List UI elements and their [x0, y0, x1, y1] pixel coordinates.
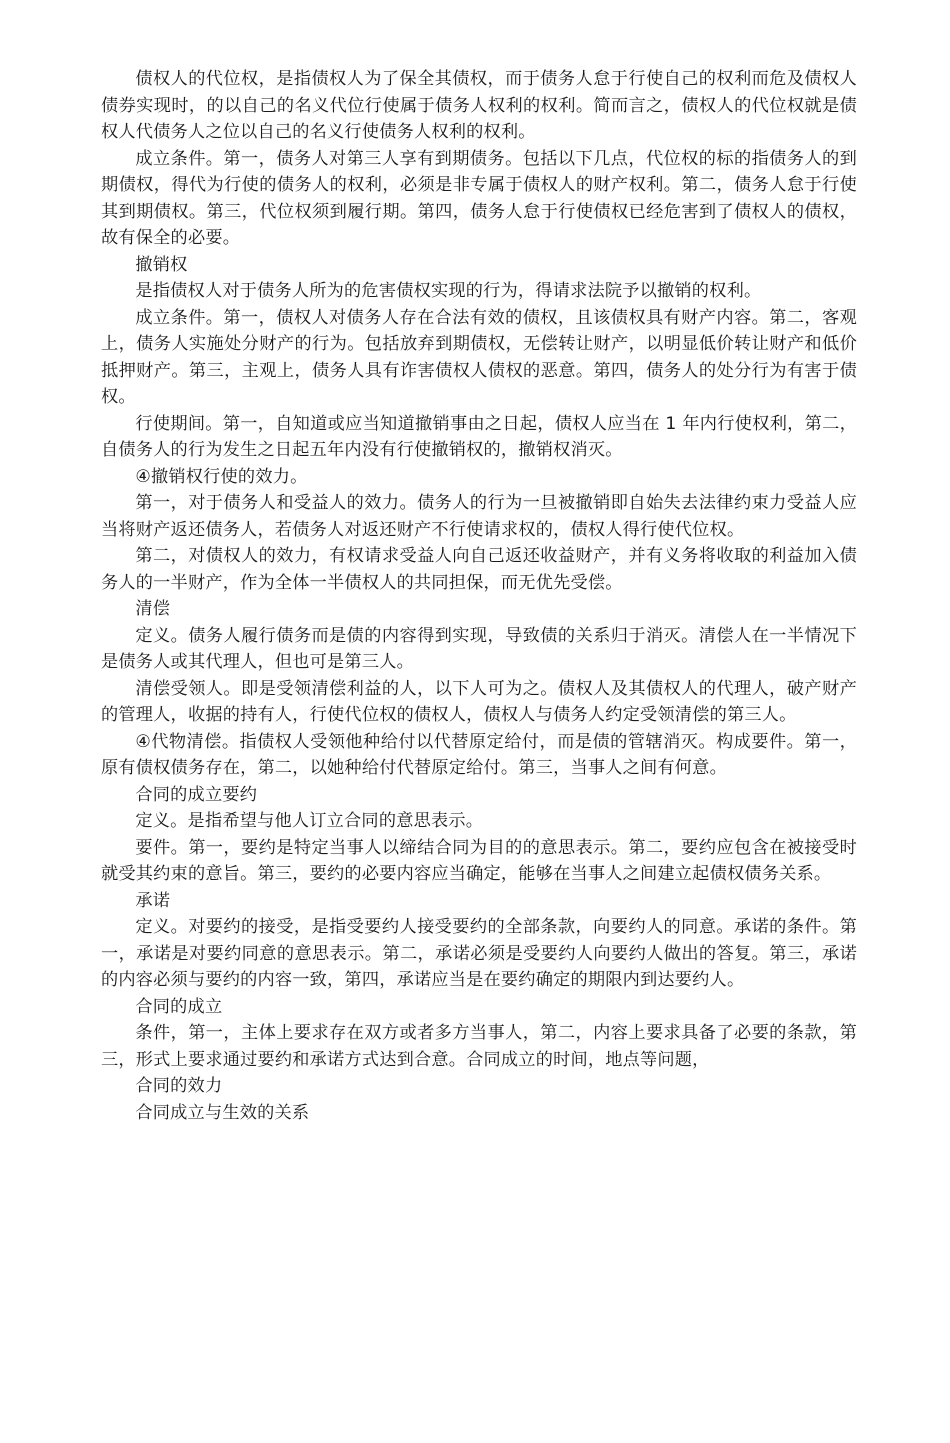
heading-formation-vs-effect: 合同成立与生效的关系 — [135, 1102, 310, 1123]
document-body — [101, 66, 857, 1126]
paragraph-revocation-definition: 是指债权人对于债务人所为的危害债权实现的行为，得请求法院予以撤销的权利。 — [135, 281, 762, 301]
heading-contract-offer: 合同的成立要约 — [135, 784, 258, 805]
heading-acceptance: 承诺 — [135, 890, 171, 911]
heading-contract-formation: 合同的成立 — [135, 996, 223, 1017]
paragraph-exercise-period: 行使期间。第一，自知道或应当知道撤销事由之日起，债权人应当在 1 年内行使权利，第二，自债务人的行为发生之日起五年内没有行使撤销权的，撤销权消灭。 — [101, 413, 857, 460]
heading-revocation-effect: ④撤销权行使的效力。 — [135, 466, 308, 487]
heading-contract-effect: 合同的效力 — [135, 1076, 223, 1096]
paragraph-offer-requirements: 要件。第一，要约是特定当事人以缔结合同为目的的意思表示。第二，要约应包含在被接受时就受其约束的意旨。第三，要约的必要内容应当确定，能够在当事人之间建立起债权债务关系。 — [101, 837, 857, 884]
paragraph-effect-creditor: 第二，对债权人的效力，有权请求受益人向自己返还收益财产，并有义务将收取的利益加入债务人的一半财产，作为全体一半债权人的共同担保，而无优先受偿。 — [101, 546, 857, 593]
paragraph-performance-recipient: 清偿受领人。即是受领清偿利益的人，以下人可为之。债权人及其债权人的代理人，破产财产的管理人，收据的持有人，行使代位权的债权人，债权人与债务人约定受领清偿的第三人。 — [101, 678, 857, 725]
heading-performance: 清偿 — [135, 599, 171, 619]
heading-revocation-right: 撤销权 — [135, 254, 188, 275]
paragraph-subrogation-definition: 债权人的代位权，是指债权人为了保全其债权，而于债务人怠于行使自己的权利而危及债权人债券实现时，的以自己的名义代位行使属于债务人权利的权利。简而言之，债权人的代位权就是债权人代债务人之位以自己的名义行使债务人权利的权利。 — [101, 69, 857, 142]
paragraph-subrogation-conditions: 成立条件。第一，债务人对第三人享有到期债务。包括以下几点，代位权的标的指债务人的到期债权，得代为行使的债务人的权利，必须是非专属于债权人的财产权利。第二，债务人怠于行使其到期债权。第三，代位权须到履行期。第四，债务人怠于行使债权已经危害到了债权人的债权，故有保全的必要。 — [101, 148, 857, 248]
paragraph-performance-definition: 定义。债务人履行债务而是债的内容得到实现，导致债的关系归于消灭。清偿人在一半情况下是债务人或其代理人，但也可是第三人。 — [101, 625, 857, 672]
paragraph-formation-conditions: 条件，第一，主体上要求存在双方或者多方当事人，第二，内容上要求具备了必要的条款，第三，形式上要求通过要约和承诺方式达到合意。合同成立的时间，地点等问题， — [101, 1023, 857, 1070]
paragraph-effect-debtor: 第一，对于债务人和受益人的效力。债务人的行为一旦被撤销即自始失去法律约束力受益人应当将财产返还债务人，若债务人对返还财产不行使请求权的，债权人得行使代位权。 — [101, 493, 857, 540]
paragraph-offer-definition: 定义。是指希望与他人订立合同的意思表示。 — [135, 811, 484, 831]
paragraph-substitute-performance: ④代物清偿。指债权人受领他种给付以代替原定给付，而是债的管辖消灭。构成要件。第一，原有债权债务存在，第二，以她种给付代替原定给付。第三，当事人之间有何意。 — [101, 731, 857, 778]
paragraph-revocation-conditions: 成立条件。第一，债权人对债务人存在合法有效的债权，且该债权具有财产内容。第二，客观上，债务人实施处分财产的行为。包括放弃到期债权，无偿转让财产，以明显低价转让财产和低价抵押财产。第三，主观上，债务人具有诈害债权人债权的恶意。第四，债务人的处分行为有害于债权。 — [101, 307, 857, 407]
paragraph-acceptance-definition: 定义。对要约的接受，是指受要约人接受要约的全部条款，向要约人的同意。承诺的条件。第一，承诺是对要约同意的意思表示。第二，承诺必须是受要约人向要约人做出的答复。第三，承诺的内容必须与要约的内容一致，第四，承诺应当是在要约确定的期限内到达要约人。 — [101, 917, 857, 990]
